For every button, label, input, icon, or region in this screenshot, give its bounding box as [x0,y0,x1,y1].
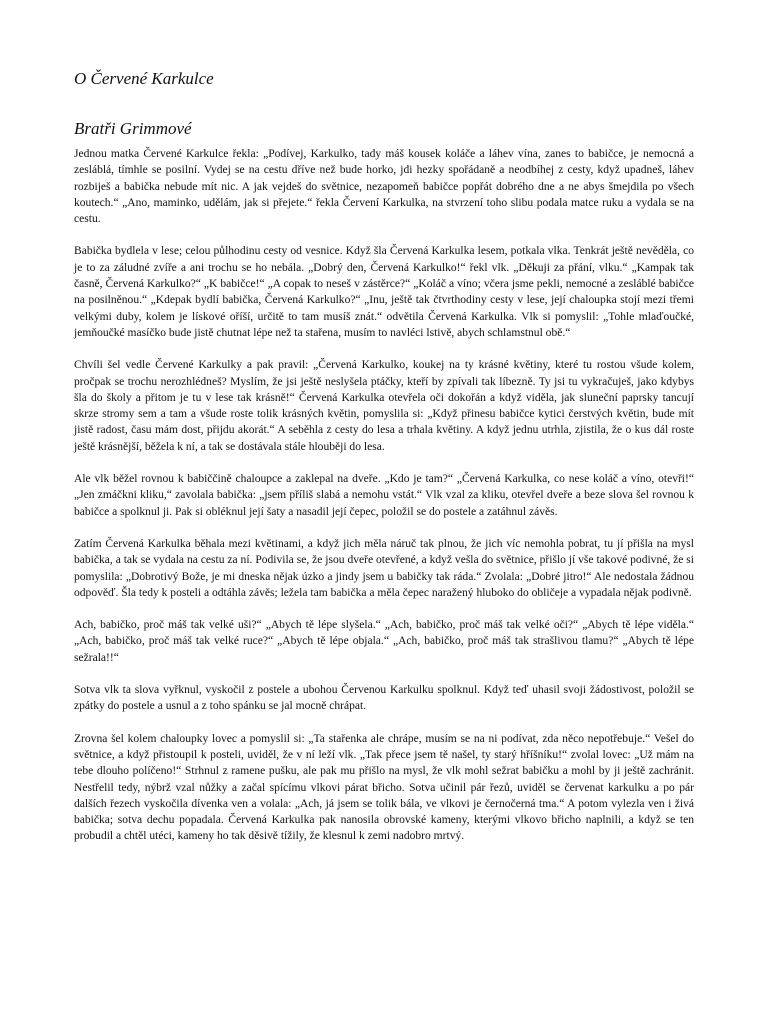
paragraph: Ale vlk běžel rovnou k babiččině chaloupce a zaklepal na dveře. „Kdo je tam?“ „Červená Karkulka, co nese koláč a víno, otevři!“ „Jen zmáčkni kliku,“ zavolala babička: „jsem příliš slabá a nemohu vstát.“ Vlk vzal za kliku, otevřel dveře a beze slova šel rovnou k babičce a spolknul ji. Pak si obléknul její šaty a nasadil její čepec, položil se do postele a zatáhnul závěs. [74,473,694,518]
document-author: Bratři Grimmové [74,119,192,138]
paragraph: Zatím Červená Karkulka běhala mezi květinami, a když jich měla náruč tak plnou, že jich víc nemohla pobrat, tu jí přišla na mysl babička, a tak se vydala na cestu za ní. Podivila se, že jsou dveře otevřené, a když vešla do světnice, přišlo jí vše takové podivné, že si pomyslila: „Dobrotivý Bože, je mi dneska nějak úzko a jindy jsem u babičky tak ráda.“ Zvolala: „Dobré jitro!“ Ale nedostala žádnou odpověď. Šla tedy k posteli a odtáhla závěs; ležela tam babička a měla čepec naražený hluboko do obličeje a vypadala nějak podivně. [74,537,694,599]
paragraph: Zrovna šel kolem chaloupky lovec a pomyslil si: „Ta stařenka ale chrápe, musím se na ni podívat, zda něco nepotřebuje.“ Vešel do světnice, a když přistoupil k posteli, uviděl, že v ní leží vlk. „Tak přece jsem tě našel, ty starý hříšníku!“ zvolal lovec: „Už mám na tebe dlouho políčeno!“ Strhnul z ramene pušku, ale pak mu přišlo na mysl, že vlk mohl sežrat babičku a mohl by ji ještě zachránit. Nestřelil tedy, nýbrž vzal nůžky a začal spícímu vlkovi párat břicho. Sotva učinil pár řezů, uviděl se červenat karkulku a po pár dalších řezech vyskočila dívenka ven a volala: „Ach, já jsem se tolik bála, ve vlkovi je černočerná tma.“ A potom vylezla ven i živá babička; sotva dechu popadala. Červená Karkulka pak nanosila obrovské kameny, kterými vlkovo břicho naplnili, a když se ten probudil a chtěl utéci, kameny ho tak děsivě tížily, že klesnul k zemi nadobro mrtvý. [74,732,694,843]
document-title: O Červené Karkulce [74,69,214,88]
paragraph: Ach, babičko, proč máš tak velké uši?“ „Abych tě lépe slyšela.“ „Ach, babičko, proč máš tak velké oči?“ „Abych tě lépe viděla.“ „Ach, babičko, proč máš tak velké ruce?“ „Abych tě lépe objala.“ „Ach, babičko, proč máš tak strašlivou tlamu?“ „Abych tě lépe sežrala!!“ [74,619,694,664]
document-page [74,60,694,861]
paragraph: Sotva vlk ta slova vyřknul, vyskočil z postele a ubohou Červenou Karkulku spolknul. Když teď uhasil svoji žádostivost, položil se zpátky do postele a usnul a z toho spánku se jal mocně chrápat. [74,684,694,713]
paragraph: Chvíli šel vedle Červené Karkulky a pak pravil: „Červená Karkulko, koukej na ty krásné květiny, které tu rostou všude kolem, pročpak se trochu nerozhlédneš? Myslím, že jsi ještě neslyšela ptáčky, kteří by zpívali tak líbezně. Ty jsi tu vykračuješ, jako kdybys šla do školy a přitom je tu v lese tak krásně!“ Červená Karkulka otevřela oči dokořán a když viděla, jak sluneční paprsky tancují skrze stromy sem a tam a všude roste tolik krásných květin, pomyslila si: „Když přinesu babičce kytici čerstvých květin, bude mít jistě radost, času mám dost, přijdu akorát.“ A seběhla z cesty do lesa a trhala květiny. A když jednu utrhla, zjistila, že o kus dál roste ještě krásnější, běžela k ní, a tak se dostávala stále hlouběji do lesa. [74,359,694,453]
paragraph: Babička bydlela v lese; celou půlhodinu cesty od vesnice. Když šla Červená Karkulka lesem, potkala vlka. Tenkrát ještě nevěděla, co je to za záludné zvíře a ani trochu se ho nebála. „Dobrý den, Červená Karkulko!“ řekl vlk. „Děkuji za přání, vlku.“ „Kampak tak časně, Červená Karkulko?“ „K babičce!“ „A copak to neseš v zástěrce?“ „Koláč a víno; včera jsme pekli, nemocné a zesláblé babičce na posilněnou.“ „Kdepak bydlí babička, Červená Karkulko?“ „Inu, ještě tak čtvrthodiny cesty v lese, její chaloupka stojí mezi třemi velkými duby, kolem je lískové oříší, určitě to tam musíš znát.“ odvětila Červená Karkulka. Vlk si pomyslil: „Tohle mlaďoučké, jemňoučké masíčko bude jistě chutnat lépe než ta stařena, musím to navléci lstivě, abych schlamstnul obě.“ [74,245,694,339]
paragraph: Jednou matka Červené Karkulce řekla: „Podívej, Karkulko, tady máš kousek koláče a láhev vína, zanes to babičce, je nemocná a zesláblá, tímhle se posilní. Vydej se na cestu dříve než bude horko, jdi hezky spořádaně a neodbíhej z cesty, když upadneš, láhev rozbiješ a babička nebude mít nic. A jak vejdeš do světnice, nezapomeň babičce popřát dobrého dne a ne abys šmejdila po všech koutech.“ „Ano, maminko, udělám, jak si přejete.“ řekla Červení Karkulka, na stvrzení toho slibu podala matce ruku a vydala se na cestu. [74,148,694,226]
